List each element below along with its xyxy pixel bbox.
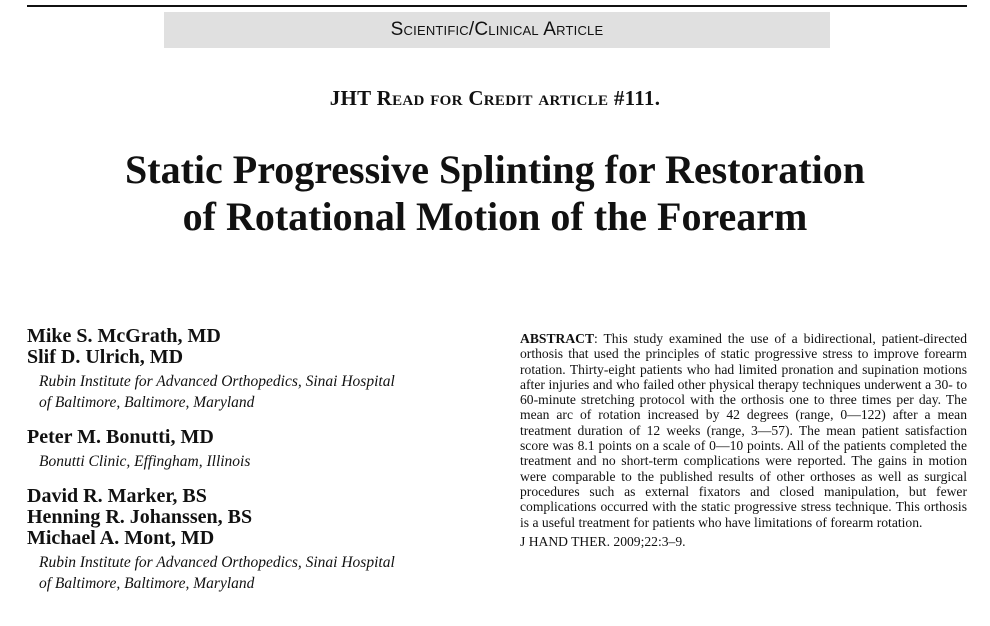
author-name: David R. Marker, BS — [27, 485, 207, 507]
abstract — [520, 331, 967, 549]
author-group — [27, 427, 477, 472]
abstract-label: ABSTRACT — [520, 331, 595, 346]
author-name: Henning R. Johanssen, BS — [27, 506, 253, 528]
affiliation-line: Rubin Institute for Advanced Orthopedics, Sinai Hospital — [39, 373, 395, 390]
affiliation — [27, 552, 477, 594]
top-rule — [27, 5, 967, 7]
article-title — [0, 146, 990, 240]
journal-citation: J HAND THER. 2009;22:3–9. — [520, 533, 686, 549]
author-name: Slif D. Ulrich, MD — [27, 346, 184, 368]
section-banner — [164, 12, 830, 48]
title-line-2: of Rotational Motion of the Forearm — [182, 194, 808, 239]
affiliation — [27, 451, 477, 472]
affiliation-line: Rubin Institute for Advanced Orthopedics, Sinai Hospital — [39, 554, 395, 571]
affiliation-line: of Baltimore, Baltimore, Maryland — [39, 394, 255, 411]
author-list — [27, 326, 477, 608]
abstract-text: : This study examined the use of a bidirectional, patient-directed orthosis that used the principles of static progressive stress to improve forearm rotation. Thirty-eight patients who had limited pronation and supination motions after injuries and who failed other physical therapy techniques underwent a 30- to 60-minute stretching protocol with the orthosis one to three times per day. The mean arc of rotation increased by 42 degrees (range, 0—122) after a mean treatment duration of 12 weeks (range, 3—57). The mean patient satisfaction score was 8.1 points on a scale of 0—10 points. All of the patients completed the treatment and no short-term complications were reported. The gains in motion were comparable to the published results of other orthoses as well as surgical procedures such as external fixators and closed manipulation, but fewer complications occurred with the static progressive stress technique. This orthosis is a useful treatment for patients who have limitations of forearm rotation. — [520, 331, 967, 530]
affiliation-line: of Baltimore, Baltimore, Maryland — [39, 575, 255, 592]
credit-line: JHT Read for Credit article #111. — [329, 86, 661, 110]
abstract-body — [520, 331, 967, 530]
author-name: Mike S. McGrath, MD — [27, 325, 221, 347]
author-name: Michael A. Mont, MD — [27, 527, 215, 549]
affiliation-line: Bonutti Clinic, Effingham, Illinois — [39, 453, 251, 470]
title-line-1: Static Progressive Splinting for Restoration — [125, 147, 865, 192]
affiliation — [27, 371, 477, 413]
author-group — [27, 326, 477, 413]
author-group — [27, 486, 477, 594]
section-label: Scientific/Clinical Article — [390, 19, 604, 40]
author-name: Peter M. Bonutti, MD — [27, 426, 214, 448]
